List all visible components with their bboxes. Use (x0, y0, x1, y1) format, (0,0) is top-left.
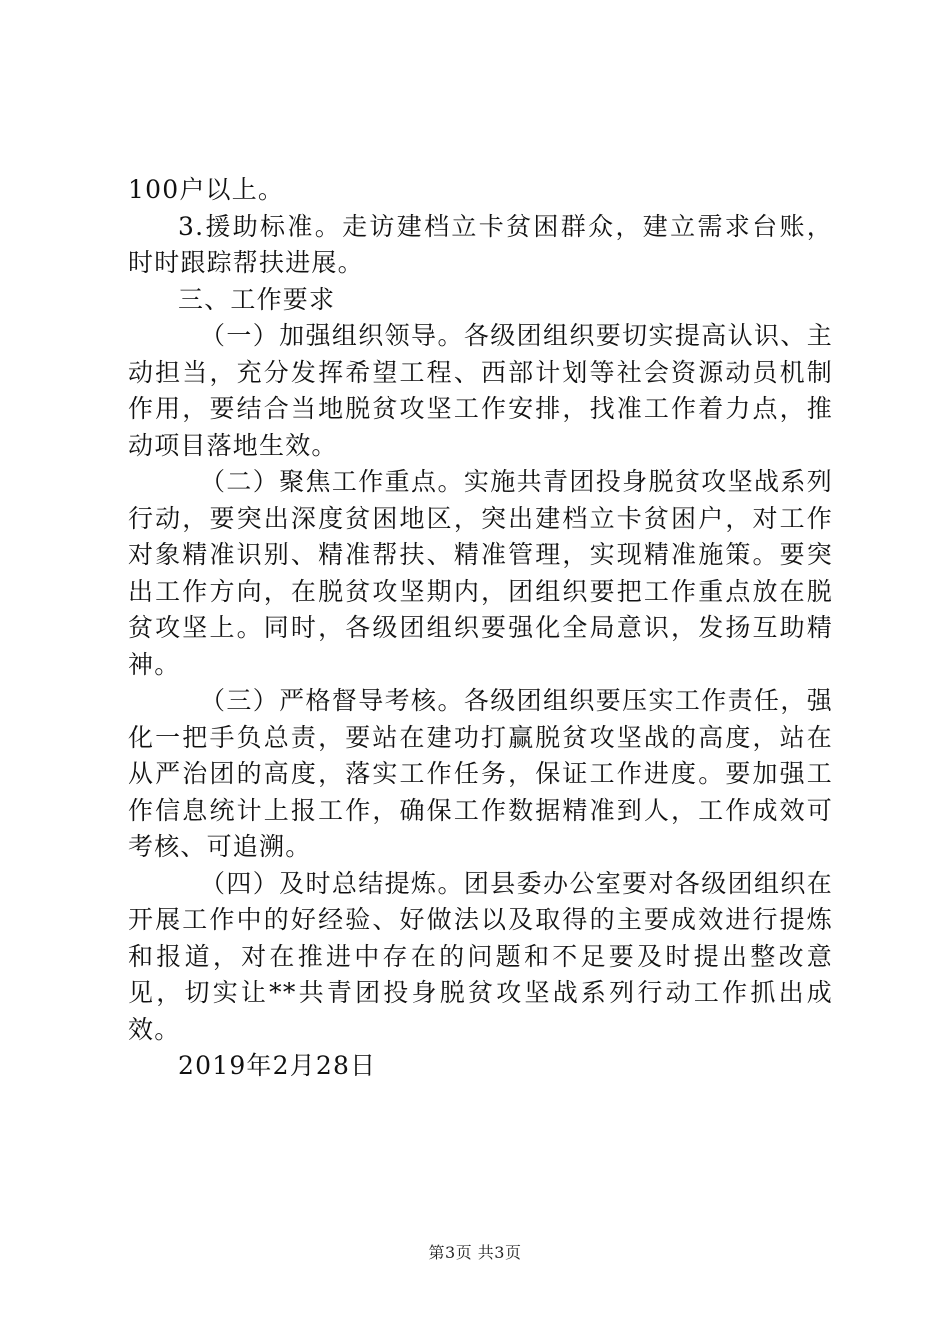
paragraph-summary-refinement: （四）及时总结提炼。团县委办公室要对各级团组织在开展工作中的好经验、好做法以及取得的主要成效进行提炼和报道，对在推进中存在的问题和不足要及时提出整改意见，切实让**共青团投身脱贫攻坚战系列行动工作抓出成效。 (128, 868, 833, 1044)
document-date: 2019年2月28日 (178, 1051, 377, 1080)
paragraph-continuation: 100户以上。 (128, 175, 285, 204)
paragraph-focus-key-work: （二）聚焦工作重点。实施共青团投身脱贫攻坚战系列行动，要突出深度贫困地区，突出建档立卡贫困户，对工作对象精准识别、精准帮扶、精准管理，实现精准施策。要突出工作方向，在脱贫攻坚期内，团组织要把工作重点放在脱贫攻坚上。同时，各级团组织要强化全局意识，发扬互助精神。 (128, 467, 833, 679)
section-heading-work-requirements: 三、工作要求 (178, 284, 336, 314)
document-body (128, 172, 833, 1085)
paragraph-assistance-standard: 3.援助标准。走访建档立卡贫困群众，建立需求台账，时时跟踪帮扶进展。 (128, 211, 833, 277)
page-number-footer: 第3页 共3页 (428, 1243, 522, 1262)
paragraph-supervision-assessment: （三）严格督导考核。各级团组织要压实工作责任，强化一把手负总责，要站在建功打赢脱贫攻坚战的高度，站在从严治团的高度，落实工作任务，保证工作进度。要加强工作信息统计上报工作，确保工作数据精准到人，工作成效可考核、可追溯。 (128, 686, 833, 861)
paragraph-organization-leadership: （一）加强组织领导。各级团组织要切实提高认识、主动担当，充分发挥希望工程、西部计划等社会资源动员机制作用，要结合当地脱贫攻坚工作安排，找准工作着力点，推动项目落地生效。 (128, 321, 833, 460)
